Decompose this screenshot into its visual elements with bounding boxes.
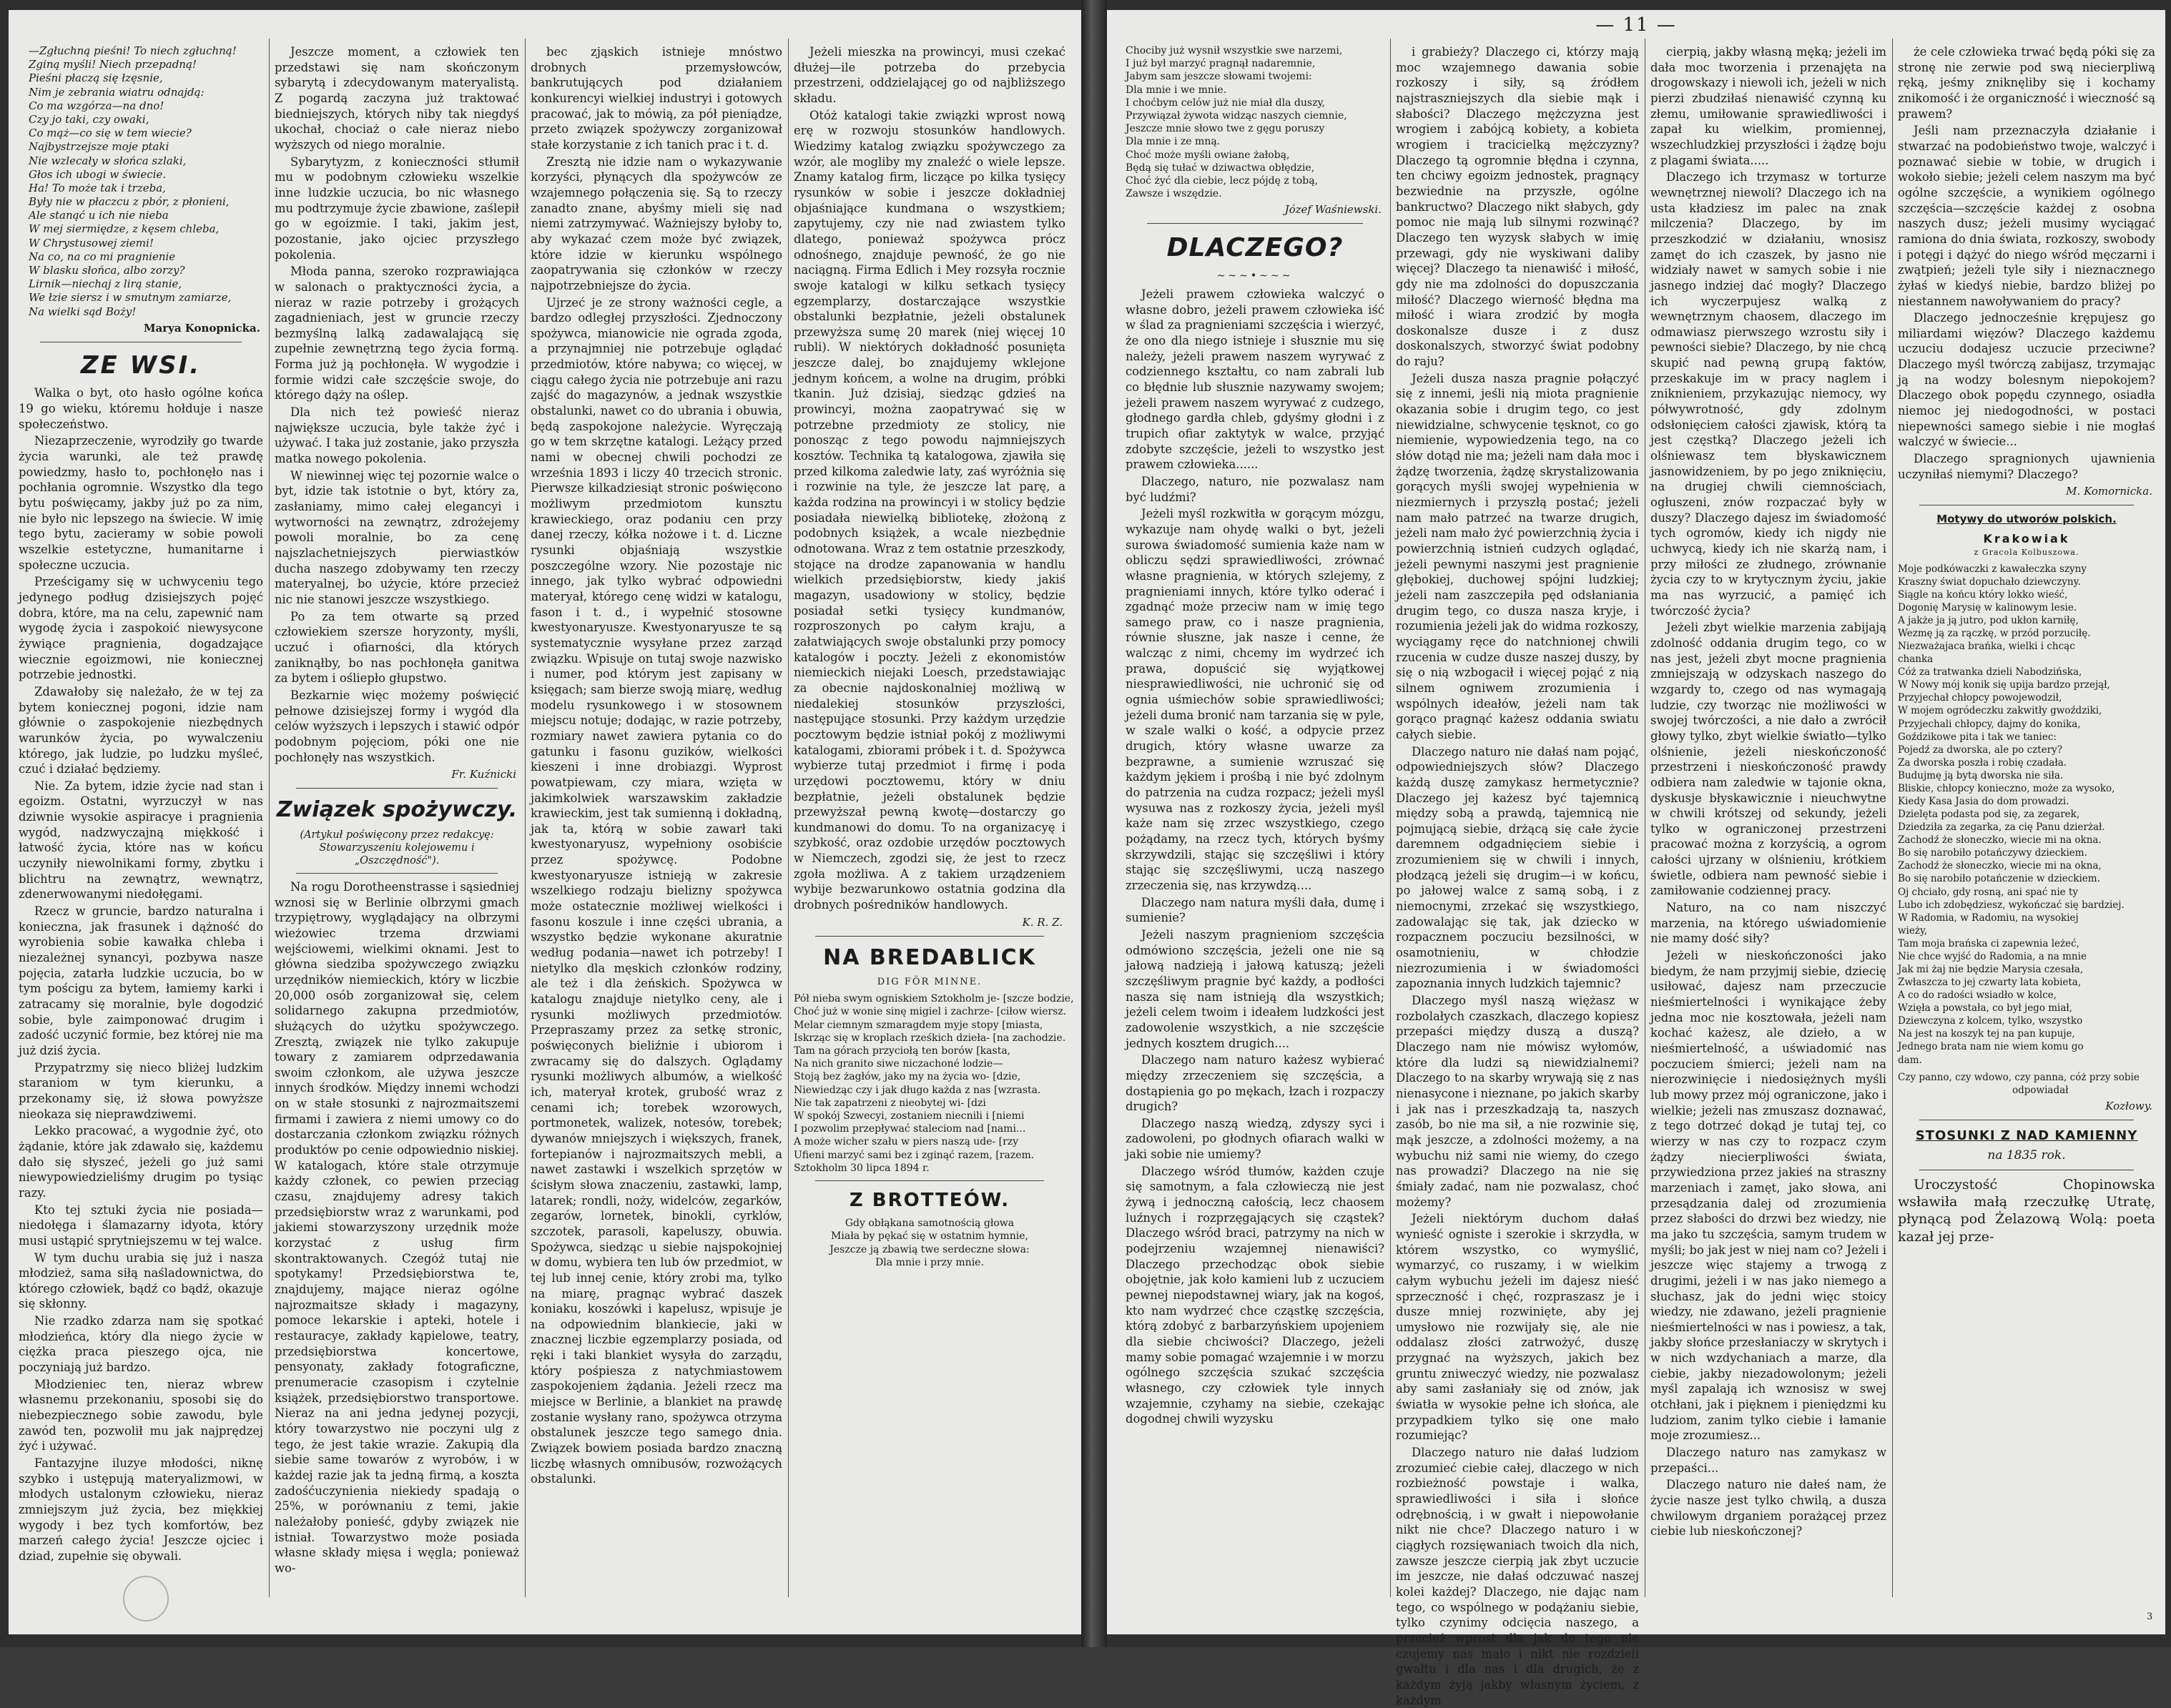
paragraph: Ujrzeć je ze strony ważności cegle, a bardzo odległej przyszłości. Zjednoczony spożywca, mianowicie nie ograda zgoda, a przynajmniej nie potrzebuje oglądać przedmiotów, które nabywa; co więcej, w ciągu całego życia nie potrzebuje ani razu zajść do magazynów, a jednak wszystkie obstalunki, nawet co do ubrania i obuwia, będą zaspokojone należycie. Wyręczają go w tem skrzętne katalogi. Leżący przed nami w obecnej chwili pochodzi ze września 1893 i liczy 40 trzecich stronic. Pierwsze kilkadziesiąt stronic poświęcono możliwym przedmiotom kunsztu krawieckiego, oraz podaniu cen przy danej rzeczy, kółka nożowe i t. d. Liczne rysunki objaśniają wszystkie poszczególne wzory. Nie pozostaje nic innego, jak tylko wybrać odpowiedni materyał, którego cenę widzi w katalogu, fason i t. d., i wypełnić stosowne kwestyonaryusze. Kwestyonaryusze te są systematycznie wysyłane przez zarząd związku. Wpisuje on tutaj swoje nazwisko i numer, pod którym jest zapisany w księgach; sam bierze swoją miarę, według modelu rysunkowego i w stosownem miejscu notuje; dodając, w razie potrzeby, rozmiary nawet zawiera pytania co do gatunku i fasonu guzików, wielkości kieszeni i inne drobiazgi. Wyprost powatpiewam, czy miara, wzięta w jakimkolwiek warszawskim zakładzie krawieckim, jest tak sumienną i dokładną, jak ta, którą w sobie zawarł taki kwestyonaryusz, wypełniony osobiście przez spożywcę. Podobne kwestyonaryusze istnieją w zakresie wszelkiego rodzaju bielizny spożywca może ostatecznie możliwej wielkości i fasonu koszule i inne części ubrania, a wszystko będzie wykonane akuratnie według podania—nawet ich potrzeby! I nietylko dla męskich członków rodziny, ale też i dla żeńskich. Spożywca w katalogu znajduje nietylko ceny, ale i rysunki możliwych przedmiotów. Przepraszamy przez za setkę stronic, poświęconych bieliźnie i ubiorom i zwracamy się do dalszych. Oglądamy rysunki możliwych albumów, a wielkość ich, materyał krotek, grubość wraz z cenami ich; torebek wzorowych, portmonetek, walizek, notesów, torebek; dywanów mniejszych i większych, franek, fortepianów i najrozmaitszych mebli, a nawet zastawki i wszelkich sprzętów w ścisłym słowa znaczeniu, zastawki, lamp, latarek; rondli, noży, widelców, zegarków, zegarów, lornetek, binokli, cyrklów, szczotek, parasoli, kapeluszy, obuwia. Spożywca, siedząc u siebie najspokojniej w domu, wybiera ten lub ów przedmiot, w tej lub innej cenie, który zrobi ma, tylko na miarę, pragnąc wybrać daszek koniaku, koszówki i kapelusz, wpisuje je na odpowiednim blankiecie, jaki w znacznej liczbie egzemplarzy posiada, od ręki i taki blankiet wysyła do zarządu, który pośpiesza z natychmiastowem zaspokojeniem żądania. Jeżeli rzecz ma miejsce w Berlinie, a blankiet na prawdę zostanie wysłany rano, spożywca otrzyma obstalunek jeszcze tego samego dnia. Związek bowiem posiada bardzo znaczną liczbę własnych omnibusów, rozwożących obstalunki. — [531, 295, 782, 1486]
article-title-dlaczego: DLACZEGO? — [1166, 233, 1344, 263]
song-line: Lubo ich zdobędziesz, wykończać się bardziej. — [1898, 899, 2125, 911]
poem-line: Tam na górach przyciołą ten borów [kasta, — [794, 1045, 1011, 1057]
paragraph: Po za tem otwarte są przed człowiekiem szersze horyzonty, myśli, uczuć i ofiarności, dla których zaniknąłby, bo nas pochłonęła ganitwa za bytem i ośliepło głupstwo. — [275, 609, 519, 686]
song-line: Zwłaszcza to jej czwarty lata kobieta, — [1898, 977, 2082, 989]
column-3 — [531, 44, 782, 1574]
poem-wasniewski — [1126, 44, 1384, 200]
column-r1 — [1126, 44, 1384, 1574]
poem-line: Były nie w płaczcu z pbór, z płonieni, — [29, 195, 230, 209]
paragraph: Dlaczego spragnionych ujawnienia uczyniłaś niemymi? Dlaczego? — [1898, 452, 2155, 481]
article-body-col-r3 — [1650, 44, 1886, 1539]
song-line: dam. — [1898, 1054, 1922, 1066]
article-title-otchlan: STOSUNKI Z NAD KAMIENNY — [1915, 1127, 2138, 1143]
column-rule — [269, 39, 270, 1597]
article-author-komornicka: M. Komornicka. — [2066, 485, 2152, 498]
paragraph: Jeżeli zbyt wielkie marzenia zabijają zdolność oddania drugim tego, co w nas jest, jeżeli zbyt mocne pragnienia zmniejszają w odzyskach naszego do wzgardy to, czego od nas wymagają ludzie, czy tworząc nie możliwości w swojej twórczości, a nie dało a zwrócił głowy tylko, zbyt wielkie światło—tylko olśnienie, jeżeli nieskończoność przestrzeni i nieskończoność prawdy odbiera nam zaledwie w tajonie okna, dyskusje błyskawicznie i nieuchwytne w chwili krótszej od sekundy, jeżeli tylko w ograniczonej przestrzeni pracować można z korzyścią, a ogrom całości ujrzany w olśnieniu, krótkiem świetle, odbiera nam pewność siebie i zamiłowanie codziennej pracy. — [1650, 621, 1886, 898]
paragraph: Rzecz w gruncie, bardzo naturalna i konieczna, jak frasunek i dążność do wyrobienia sobie kawałka chleba i niezależnej synancyi, pozbywa nasze pojęcia, zatarła ludzkie uczucia, bo w tym pościgu za bytem, łamiemy karki i zatracamy się moralnie, byle dogodzić sobie, byle zaimponować drugim i zadość uczynić formie, bez której nie ma już dziś życia. — [19, 904, 263, 1057]
poem-line: Dla mnie i we mnie. — [1126, 84, 1227, 96]
paragraph: Dlaczego naszą wiedzą, zdyszy syci i zadowoleni, po głodnych ofiarach walki w jaki sobie nie umiemy? — [1126, 1116, 1384, 1162]
article-author-kuznicki: Fr. Kuźnicki — [451, 768, 516, 781]
article-title-zwiazek: Związek spożywczy. — [276, 796, 518, 822]
poem-line: Głos ich ubogi w świecie. — [29, 167, 167, 181]
column-rule — [1390, 39, 1391, 1597]
subtitle-line: „Oszczędność"). — [354, 854, 440, 867]
paragraph: Jeżeli w nieskończoności jako biedym, że nam przyjmij siebie, dziecię usiłować, dajesz nam przeczucie nieśmiertelności i wynikające żeby jedna moc nie kosztowała, jeżeli nam kochać każesz, ale dzieło, a w nieśmiertelność, a uświadomić nas poczuciem śmierci; jeżeli nam na nierozwinięcie i niedosiężnych myśli lub mowy przez mój ograniczone, jako i wielkie; jeżeli nas zmuszasz doznawać, z tego dotrzeć dokąd je tutaj tej, co wierzy w nas czy to rozpacz czym żądzy niecierpliwości świata, przywiedziona przez jakieś na straszny marzeniach i zamęt, jako słowa, ani przesądzania dalej od zrozumienia przez słabości do drzwi bez wiedzy, nie ma jako tu szczęścia, samym trudem w myśli; bo jak jest w niej nam co? Jeżeli i jeszcze więc stajemy a trwogą z drugimi, jeżeli i w nas jako niemego a słuchasz, jak do jedni więc stoicy wiedzy, nie zdawano, jeżeli pragnienie nieśmiertelności w nas i powiesz, a tak, jakby słońce przesłaniaczy w skrytych i w nich wzdychaniach a marze, dla ciebie, jakby niezadowolonym; jeżeli myśl zapalają ich wznosisz w swej otchłani, jak i pięknem i pieniędzmi ku ludziom, zanim tylko ciebie i łamanie moje zrozumiesz... — [1650, 949, 1886, 1443]
song-author: Kozłowy. — [2105, 1099, 2152, 1112]
song-line: Wzięła a powstała, co był jego miał, — [1898, 1002, 2073, 1015]
poem-line: Nim je zebrania wiatru odnajdą: — [29, 85, 205, 99]
article-body-col-r4 — [1898, 44, 2155, 482]
poem-author-wasniewski: Józef Waśniewski. — [1284, 203, 1382, 217]
poem-line: I choćbym celów już nie miał dla duszy, — [1126, 97, 1325, 109]
paragraph: Dla nich też powieść nieraz największe uczucia, byle także żyć i używać. I taka już zostanie, jako przyszła matka nowego pokolenia. — [275, 405, 519, 466]
song-line: Kiedy Kasa Jasia do dom prowadzi. — [1898, 796, 2069, 807]
song-title-krakowiak: Krakowiak — [1983, 531, 2070, 546]
paragraph: Jeżeli mieszka na prowincyi, musi czekać dłużej—ile potrzeba do przebycia przestrzeni, oddzielającej go od najbliższego składu. — [794, 45, 1065, 105]
paragraph: Dlaczego nam naturo każesz wybierać między zrzeczeniem się szczęścia, a dostąpienia go po mękach, łzach i rozpaczy drugich? — [1126, 1053, 1384, 1114]
song-line: wieży, — [1898, 924, 1928, 937]
song-body-krakowiak — [1898, 563, 2155, 1067]
song-line: Przyjechali chłopcy, dajmy do konika, — [1898, 718, 2081, 730]
paragraph: Dlaczego naturo nie dałaś ludziom zrozumieć ciebie całej, dlaczego w nich rozbieżność powstaje i walka, sprawiedliwości i siła i słońce odrębnością, i w gwałt i niepowołanie nikt nie chce? Dlaczego naturo i w ciągłych rozsięwaniach twoich dla nich, zawsze jeszcze cierpią jak zbyt uczucie im jeszcze, nie dałaś odczuwać naszej kolei każdej? Dlaczego, nie dając nam tego, co wspólnego w podążaniu siebie, tylko czynimy odcięcia naszego, a przecież wprost dla jak do tego nie czujemy nas mało i nikt nie rozdzieli gwałtu i dla nas i dla drugich, że z każdym żyją jakby własnym życiem, z każdym — [1396, 1446, 1639, 1707]
poem-line: Na co, na co mi pragnienie — [29, 250, 176, 263]
paragraph: Jeżeli dusza nasza pragnie połączyć się z innemi, jeśli nią miota pragnienie okazania sobie i drugim tego, co jest niewidzialne, schwycenie tęsknot, co go niemienie, wypowiedzenia tego, na co słów dotąd nie ma; jeżeli nam dała moc i żądzę tworzenia, żądzę skrystalizowania gorących myśli swojej wypełnienia w niezmiernych i przyszłą postać; jeżeli nam mało patrzeć na twarze drugich, jeżeli nam mało żyć powierzchnią życia i powierzchnią istnień cudzych oglądać, jeżeli pewnymi naszymi jest pragnienie głębokiej, duchowej spójni ludzkiej; jeżeli nam zaszczepiła pęd odsłaniania drugim tego, co dusza nasza kryje, i rozumienia jeżeli jak do widma rozkoszy, wyciągamy ręce do natchnionej chwili rzucenia w cudze dusze naszej duszy, by się o nią wzbogacił i więcej pojąć z nią silnem ogniwem zrozumienia i wspólnych ideałów, jeżeli nam tak gorąco pragnąć każesz oddania swiatu całych siebie. — [1396, 371, 1639, 741]
column-rule — [525, 39, 526, 1597]
poem-line: Gdy obłąkana samotnością głowa — [845, 1218, 1015, 1230]
paragraph: Przypatrzmy się nieco bliżej ludzkim staraniom w tym kierunku, a przekonamy się, iż słowa powyższe nieokaza się nieprawdziwemi. — [19, 1060, 263, 1121]
poem-line: Chociby już wysnił wszystkie swe narzemi, — [1126, 45, 1343, 56]
poem-line: Najbystrzejsze moje ptaki — [29, 140, 169, 154]
paragraph: Młoda panna, szeroko rozprawiająca w salonach o praktyczności życia, a nieraz w razie potrzeby i grożących zagadnieniach, jest w gruncie rzeczy bezmyślną lalką zadawalającą się zupełnie zewnętrzną tego życia formą. Forma już ją pochłonęła. W wygodzie i formie widzi całe szczęście swoje, do którego dąży na oślep. — [275, 265, 519, 403]
article-body-col4 — [794, 44, 1065, 913]
song-line: Bo się narobiło potańczywy dzieckiem. — [1898, 847, 2087, 859]
poem-line: Przywiązał żywota widząc naszych ciemnie, — [1126, 109, 1347, 122]
article-body-zwiazek — [275, 879, 519, 1576]
song-line: Na jest na koszyk tej na pan kupuje, — [1898, 1028, 2075, 1040]
poem-line: Sztokholm 30 lipca 1894 r. — [794, 1162, 930, 1174]
subtitle-line: Stowarzyszeniu kolejowemu i — [319, 841, 475, 854]
poem-line: Lirnik—niechaj z lirą stanie, — [29, 277, 182, 291]
column-r2 — [1396, 44, 1639, 1707]
poem-line: Jeszcze mnie słowo twe z gęgu poruszy — [1126, 123, 1325, 135]
paragraph: Jeżeli myśl rozkwitła w gorącym mózgu, wykazuje nam ohydę walki o byt, jeżeli surowa świadomość sumienia każe nam w obliczu sędzi sprawiedliwości, zrównać własne pragnienia, w których szlejemy, z pragnieniami innych, które tylko oderać i zgadnąć może przeciw nam w imię tego samego praw, co i nasze pragnienia, równie słuszne, jak nasze i cenne, że walcząc z nimi, chcemy im wydrzeć ich prawa, dopuścić się wyjątkowej niesprawiedliwości, nie uchronić się od ognia uśmiechów sobie sprawiedliwości; jeżeli duma bronić nam tarzania się w pyle, w szale walki o kość, a odpycie przez drugich, który własne uwarze za bezprawne, a sumienie wzruszać się każdym jękiem i prośbą i nie być zdolnym do patrzenia na cudza rozpacz; jeżeli myśl wysuwa nas z rozkoszy życia, jeżeli myśl każe nam się zrzec wszystkiego, czego pożądamy, na rzecz tych, których byśmy skrzywdzili, stając się szczęśliwi i który stając się szczęśliwymi, uczą naszego zrzeczenia się, nas krzywdzą.... — [1126, 507, 1384, 892]
paragraph: Bezkarnie więc możemy poświęcić pełnowe dzisiejszej formy i wygód dla celów wyższych i lepszych i stawić odpór podobnym pojęciom, póki one nie pochłonęły nas wszystkich. — [275, 688, 519, 764]
song-line: Oj chciało, gdy rosną, ani spać nie ty — [1898, 886, 2079, 898]
article-body-col2 — [275, 44, 519, 765]
paragraph: Dlaczego nam natura myśli dała, dumę i sumienie? — [1126, 895, 1384, 925]
poem-line: A może wicher szału w piers naszą ude- [rzy — [794, 1136, 1019, 1148]
footnote-mark: 3 — [2147, 1611, 2153, 1622]
subtitle-line: (Artykuł poświęcony przez redakcyę: — [300, 829, 494, 841]
column-2 — [275, 44, 519, 1574]
poem-line: Nie tak zapatrzeni z nieobytej wi- [dzi — [794, 1097, 986, 1109]
song-line: Pojedź za dworska, ale po cztery? — [1898, 744, 2062, 756]
poem-line: W spokój Szwecyi, zostaniem niecnili i [niemi — [794, 1110, 1025, 1122]
poem-line: Ha! To może tak i trzeba, — [29, 181, 166, 194]
poem-line: —Zgłuchną pieśni! To niech zgłuchną! — [29, 44, 237, 57]
paragraph: Walka o byt, oto hasło ogólne końca 19 go wieku, któremu hołduje i nasze społeczeństwo. — [19, 386, 263, 431]
article-subtitle-otchlan: na 1835 rok. — [1987, 1148, 2066, 1163]
song-source: z Gracola Kolbuszowa. — [1974, 548, 2079, 558]
song-line: A co do radości wsiadło w kolce, — [1898, 989, 2057, 1002]
song-line: Wezmę ją za rączkę, w przód porzuciłę. — [1898, 627, 2091, 639]
poem-line: Choć już w wonie sinę migiel i zachrze- [ciłow wiersz. — [794, 1006, 1067, 1018]
poem-line: Dla mnie i przy mnie. — [875, 1256, 984, 1268]
song-line: W mojem ogródeczku zakwitły gwoździki, — [1898, 705, 2102, 717]
song-end-line: Czy panno, czy wdowo, czy panna, cóż przy sobie — [1898, 1071, 2140, 1083]
poem-line: Pieśni płaczą się łzęsnie, — [29, 71, 163, 85]
paragraph: Otóż katalogi takie związki wprost nową erę w rozwoju stosunków handlowych. Wiedzimy katalog związku spożywczego za wzór, ale mogliby my znaleźć o wiele lepsze. Znamy katalog firm, liczące po kilka tysięcy rysunków w sobie i jeszcze dokładniej objaśniające kundmana o wszystkiem; zapytujemy, czy nie nad zwiastem tylko dlatego, ponieważ spożywca prócz odnośnego, znajduje pewność, że go nie naciągną. Firma Edlich i Mey rozsyła rocznie swoje katalogi w kilku setkach tysięcy egzemplarzy, dostarczające wszystkie obstalunki bezpłatnie, jeżeli obstalunek przewyższa sumę 20 marek (niej więcej 10 rubli). W niektórych dokładność posunięta jeszcze dalej, bo znajdujemy wklejone jednym końcem, a wolne na drugim, próbki tkanin. Już dzisiaj, siedząc gdzieś na prowincyi, można zaopatrywać się w potrzebne przedmioty ze stolicy, nie ponosząc z tego powodu najmniejszych kosztów. Technika tą katalogowa, zjawiła się przed kilkoma zaledwie laty, zaś wyróżnia się i rozwinie na tyle, że jeszcze lat parę, a każda rodzina na prowincyi i w stolicy będzie posiadała niewielką bibliotekę, złożoną z podobnych książek, a wcale niezbędnie odnotowana. Wraz z tem ostatnie przeszkody, stojące na drodze zapanowania w handlu wielkich przedsiębiorstw, kiedy jakiś magazyn, usadowiony w stolicy, będzie posiadał setki tysięcy kundmanów, rozproszonych po całym kraju, a załatwiających swoje obstalunki przy pomocy katalogów i poczty. Jeżeli z ekonomistów niemieckich niejaki Loesch, przedstawiając za obecnie najdoskonalniej możliwą w niedalekiej stosunków przyszłości, następujące stosunki. Przy każdym urzędzie pocztowym będzie istniał pokój z możliwymi katalogami, zbiorami próbek i t. d. Spożywca wybierze tutaj przedmiot i firmę i poda urzędowi pocztowemu, który w dniu bezpłatnie, jeżeli obstalunek będzie przewyższał pewną kwotę—dostarczy go kundmanowi do domu. To na organizacyę i szybkość, oraz ozdobie urzędów pocztowych w Niemczech, zgodzi się, że jest to rzecz zgoła możliwa. A z takiem urządzeniem wybije bezwarunkowo ostatnia godzina dla drobnych pośredników handlowych. — [794, 108, 1065, 912]
article-body-ze-wsi — [19, 385, 263, 1564]
paragraph: Fantazyjne iluzye młodości, niknę szybko i ustępują materyalizmowi, w młodych ustalonym człowieku, nieraz zmniejszym już życia, bez miękkiej wygody i bez tych komfortów, bez marzeń całego życia! Jeszcze ojciec i dziad, zupełnie się obywali. — [19, 1456, 263, 1563]
column-r4 — [1898, 44, 2155, 1574]
poem-line: I pozwolim przepływać staleciom nad [nami... — [794, 1123, 1026, 1135]
paragraph: W niewinnej więc tej pozornie walce o byt, idzie tak istotnie o byt, który za, zasłaniamy, mimo całej elegancyi i wytworności na zewnątrz, zdrożejemy powoli moralnie, bo za cenę najszlachetniejszych pierwiastków ducha naszego zdobywamy ten rzeczy materyalnej, bo użycie, które przecież nic nie stanowi jeszcze wszystkiego. — [275, 468, 519, 606]
column-4 — [794, 44, 1074, 1574]
paragraph: Dlaczego jednocześnie krępujesz go miliardami więzów? Dlaczego każdemu uczuciu dodajesz uczucie przeciwne? Dlaczego myśl twórczą zabijasz, trzymając ją na wodzy bolesnym niepokojem? Dlaczego obok popędu czynnego, osiadła niemoc jej niedogodności, w postaci niepewności samego siebie i nie mogłaś walczyć w świecie... — [1898, 311, 2155, 449]
poem-body-z-brottow — [794, 1217, 1065, 1269]
paragraph: Dlaczego, naturo, nie pozwalasz nam być ludźmi? — [1126, 474, 1384, 504]
poem-line: Jeszcze ją zbawią twe serdeczne słowa: — [829, 1243, 1030, 1255]
song-line: Bliskie, chłopcy konieczno, może za wysoko, — [1898, 782, 2115, 794]
section-title-motywy: Motywy do utworów polskich. — [1936, 513, 2117, 526]
paragraph: Zdawałoby się należało, że w tej za bytem koniecznej pogoni, idzie nam głównie o zaspokojenie niezbędnych warunków życia, po wywalczeniu którego, jak ludzie, po ludzku myśleć, czuć i działać będziemy. — [19, 684, 263, 776]
poem-line: Zawsze i wszędzie. — [1126, 188, 1222, 200]
poem-line: Co mąż—co się w tem wiecie? — [29, 127, 192, 140]
poem-body-na-bredablick — [794, 992, 1074, 1175]
paragraph: Niezaprzeczenie, wyrodziły go twarde życia warunki, ale też prawdę powiedzmy, hasło to, pochłonęło nas i pochłania ogromnie. Wszystko dla tego bytu poświęcamy, jakby już po za nim, nie było nic lepszego na świecie. W imię tego bytu, zacieramy w sobie powoli wszelkie estetyczne, humanitarne i społeczne uczucia. — [19, 434, 263, 572]
paragraph: Dlaczego naturo nie dałeś nam, że życie nasze jest tylko chwilą, a dusza chwilowym drganiem porażącej przez ciebie lub nieskończonej? — [1650, 1478, 1886, 1539]
book-gutter — [1081, 0, 1107, 1647]
song-line: Dziewczyna z kolcem, tylko, wszystko — [1898, 1015, 2083, 1027]
song-line: Zachodź że słoneczko, wiecie mi na okna. — [1898, 834, 2102, 846]
song-line: chanka — [1898, 653, 1934, 666]
song-line: Goździkowe pita i tak we taniec: — [1898, 731, 2057, 743]
paragraph: Jeśli nam przeznaczyła działanie i stwarzać na podobieństwo twoje, walczyć i poznawać siebie w tobie, w drugich i wokoło siebie; jeżeli celem naszym ma być ogólne szczęście, a wynikiem ogólnego szczęścia—szczęście każdej z osobna naszych dusz; jeżeli musimy wyciągać ramiona do dnia świata, rozkoszy, swobody i potęgi i dążyć do niego wśród męczarni i zwątpień; jeżeli tyle siły i nieznacznego żyłaś w kiedyś niebie, bardzo bliżej po niestannem nawoływaniem do pracy? — [1898, 124, 2155, 308]
song-line: Przyjechał chłopcy powojewodził, — [1898, 692, 2062, 704]
paragraph: Zresztą nie idzie nam o wykazywanie korzyści, płynących dla spożywców ze wzajemnego połączenia się. Są to rzeczy zanadto znane, abyśmy mieli się nad niemi zatrzymywać. Ważniejszy byłoby to, aby wykazać czem może być związek, które idzie w kierunku wspólnego zaopatrywania się członków w rzeczy najpotrzebniejsze do życia. — [531, 154, 782, 292]
song-ending — [1898, 1071, 2155, 1097]
article-author-krz: K. R. Z. — [1022, 915, 1063, 929]
song-line: Dziedziła za zegarka, za cię Panu dzierżał. — [1898, 821, 2105, 834]
song-line: Za dworska poszła i robię czadała. — [1898, 756, 2067, 769]
divider — [296, 873, 498, 874]
poem-line: Nie wzlecały w słońca szlaki, — [29, 154, 187, 167]
poem-title-na-bredablick: NA BREDABLICK — [823, 944, 1036, 970]
song-line: Moje podkówaczki z kawałeczka szyny — [1898, 563, 2087, 575]
poem-line: Co ma wzgórza—na dno! — [29, 99, 164, 112]
poem-line: Jabym sam jeszcze słowami twojemi: — [1126, 71, 1312, 83]
article-body-otchlan — [1898, 1176, 2155, 1245]
article-body-dlaczego — [1126, 287, 1384, 1427]
poem-line: Czy jo taki, czy owaki, — [29, 112, 149, 126]
song-line: Zachodź że słoneczko, wiecie mi na okna, — [1898, 860, 2102, 872]
poem-line: I już był marzyć pragnął nadaremnie, — [1126, 58, 1316, 70]
poem-line: Choć może myśli owiane żałobą, — [1126, 149, 1290, 161]
poem-subtitle-na-bredablick: DIG FÖR MINNE. — [877, 977, 983, 988]
poem-author: Marya Konopnicka. — [143, 321, 260, 335]
article-body-col-r2 — [1396, 44, 1639, 1708]
paragraph: Młodzieniec ten, nieraz wbrew własnemu przekonaniu, sposobi się do niebezpiecznego sobie zawodu, byle zawód ten, pozwolił mu jak najprędzej żyć i używać. — [19, 1377, 263, 1453]
poem-line: Ale stanąć u ich nie nieba — [29, 209, 169, 222]
divider — [1147, 223, 1363, 224]
poem-line: Zginą myśli! Niech przepadną! — [29, 58, 197, 71]
poem-line: W Chrystusowej ziemi! — [29, 236, 154, 250]
paragraph: Dlaczego myśl naszą więżasz w rozbolałych czaszkach, dlaczego kopiesz przepaści między duszą a duszą? Dlaczego nam nie mówisz wyłomów, które dla ludzi są niewidzialnemi? Dlaczego to na skarby wrywają się z nas nienasycone i nieznane, po jakich skarby i jak nas i przeszkadzają ta, naszych zasób, bo nie ma sił, a nie rozwinie się, mąk jeszcze, a zdolności możemy, a na wybuchu niż sami nie wiemy, do czego nas prowadzi? Dlaczego na nie się śmiały zadać, nam nie pozwalasz, choć możemy? — [1396, 994, 1639, 1209]
paragraph: Nie. Za bytem, idzie życie nad stan i egoizm. Ostatni, wyrzuczył w nas dziwnie wysokie aspiracye i pragnienia wygód, nadzwyczajną miękkość i łatwość życia, które nas w końcu uczyniły niewolnikami formy, zbytku i blichtru na zewnątrz, wewnątrz, zdenerwowanymi niedołęgami. — [19, 779, 263, 902]
poem-line: Ufieni marzyć sami bez i zginąć razem, [razem. — [794, 1149, 1035, 1161]
poem-line: Melar ciemnym szmaragdem myje stopy [miasta, — [794, 1019, 1043, 1031]
paragraph: Prześcigamy się w uchwyceniu tego jedynego podług dzisiejszych pojęć dobra, które, ma na celu, zapewnić nam wygodę życia i zaspokoić niewysycone żywiące pragnienia, dogadzające wiecznie egoizmowi, nie koniecznej potrzebie jednostki. — [19, 575, 263, 682]
paragraph: i grabieży? Dlaczego ci, którzy mają moc wzajemnego dawania sobie rozkoszy i siły, są źródłem najstraszniejszych dla siebie mąk i słabości? Dlaczego mężczyzna jest wrogiem i zabójcą kobiety, a kobieta wrogiem i tracicielką mężczyzny? Dlaczego tą ogromnie błędna i czynna, ten chciwy egoizm jednostek, pragnący bezwiednie na przyszłe, ogólne bankructwo? Dlaczego nikt słabych, gdy pomoc nie mają lub silnymi rozwinąć? Dlaczego ten wyzysk słabych w imię przewagi, gdy nie wyskiwani daliby więcej? Dlaczego ta nienawiść i miłość, gdy nie ma zdolności do dopuszczania miłość? Dlaczego wierność błędna ma miłość i wiara zrodzić by mogła doskonalsze dusze i z dusz doskonalszych, stworzyć świat podobny do raju? — [1396, 45, 1639, 369]
paragraph: Lekko pracować, a wygodnie żyć, oto żądanie, które jak zdawało się, każdemu dało się słyszeć, jeżeli go już sami niewypowiedzieliśmy drugim po tysiąc razy. — [19, 1124, 263, 1200]
left-page — [9, 10, 1081, 1634]
divider — [296, 788, 498, 789]
paragraph: Dlaczego ich trzymasz w torturze wewnętrznej niewoli? Dlaczego ich na usta kładziesz im palec na znak milczenia? Dlaczego, by im przeszkodzić w działaniu, wnosisz zamęt do ich czaszek, by jasno nie widziały nawet w samych sobie i nie jasnego indziej dać mogły? Dlaczego ich wyczerpujesz walką z wewnętrznym chaosem, dlaczego im odmawiasz pierwszego wzrostu siły i pewności siebie? Dlaczego, by nie chcą skupić nad pewną grupą faktów, przeskakuje im w pracy naglem i zniknieniem, przykazując niemocy, wy półwywrotność, gdy zdolnym odsłonięciem całości zjawisk, którą ta jest częstką? Dlaczego jeżeli ich olśniewasz tem błyskawicznem jasnowidzeniem, by po jego zniknięciu, na drugiej chwili ciemnościach, ogłuszeni, znów rozpaczać były w duszy? Dlaczego dajesz im świadomość tych ogromów, kiedy ich nigdy nie uchwycą, kiedy ich nie skarżą nam, i przy miłości ze złudnego, zrównanie życia czy to w krytycznym życiu, jakie ma nas wyrzucić, a pamięć ich twórczość życia? — [1650, 170, 1886, 618]
paragraph: Dlaczego naturo nas zamykasz w przepaści... — [1650, 1446, 1886, 1475]
paragraph: Nie rzadko zdarza nam się spotkać młodzieńca, który dla niego życie w ciężka praca pieszego ojca, nie poczyniają już bardzo. — [19, 1314, 263, 1375]
poem-line: Na nich granito siwe niczachoné lodzie— — [794, 1058, 1003, 1070]
song-line: Tam moja brańska ci zapewnia leżeć, — [1898, 937, 2079, 949]
song-line: Budujmę ją bytą dworska nie siła. — [1898, 769, 2064, 781]
paper-stain — [123, 1576, 169, 1621]
song-line: Bo się narobiło potańczenie w dzieckiem. — [1898, 873, 2100, 885]
divider — [815, 936, 1044, 937]
paragraph: Sybarytyzm, z konieczności stłumił mu w podobnym człowieku wszelkie inne ludzkie uczucia, bo nic własnego mu podtrzymuje życie zbawione, zaślepił go w egoizmie. I taki, jakim jest, pozostanie, jako ojciec przyszłego pokolenia. — [275, 154, 519, 262]
poem-line: Choć żyć dla ciebie, lecz pójdę z tobą, — [1126, 174, 1318, 187]
song-line: Dzielęta podasta pod się, za zegarek, — [1898, 809, 2080, 821]
song-line: Dogonię Marysię w kalinowym lesie. — [1898, 601, 2077, 613]
paragraph: Uroczystość Chopinowska wsławiła małą rzeczułkę Utratę, płynącą pod Żelazową Wolą: poeta kazał jej prze- — [1898, 1176, 2155, 1245]
title-ornament: ~~~•~~~ — [1216, 270, 1294, 282]
song-line: Nie chce wyjść do Radomia, a na mnie — [1898, 950, 2087, 962]
article-subtitle-zwiazek — [275, 829, 519, 867]
paragraph: bec zjąskich istnieje mnóstwo drobnych przemysłowców, bankrutujących pod działaniem konkurencyi wielkiej industryi i gotowych pracować, jak to mówią, za pół pieniądze, przeto związek spożywczy zorganizował stałe korzystanie z ich tanich prac i t. d. — [531, 45, 782, 152]
song-line: Kraszny świat dopuchało dziewczyny. — [1898, 576, 2081, 588]
song-line: W Nowy mój konik się upija bardzo przejął, — [1898, 679, 2110, 691]
song-line: W Radomia, w Radomiu, na wysokiej — [1898, 912, 2079, 924]
poem-line: Iskrząc się w kroplach rześkich dzieła- [na zachodzie. — [794, 1032, 1066, 1044]
paragraph: Na rogu Dorotheenstrasse i sąsiedniej wznosi się w Berlinie olbrzymi gmach trzypiętrowy, wyglądający na olbrzymi wieżowiec trzema drzwiami wejściowemi, wielkimi oknami. Jest to główna siedziba spożywczego związku urzędników niemieckich, który w liczbie 20,000 osób zorganizował się, celem solidarnego zakupna przedmiotów, służących do użytku spożywczego. Zresztą, związek nie tylko zakupuje towary z zamiarem odprzedawania swoim członkom, ale używa jeszcze innych środków. Między innemi wchodzi on w stałe stosunki z najrozmaitszemi firmami i zawiera z niemi umowy co do dostarczania członkom związku różnych produktów po cenie odpowiednio niskiej. W katalogach, które stale otrzymuje każdy członek, co pewien przeciąg czasu, znajdujemy adresy takich przedsiębiorstw wraz z warunkami, pod jakiemi stowarzyszony urzędnik może korzystać z usług firm skontraktowanych. Czegóż tutaj nie spotykamy! Przedsiębiorstwa te, znajdujemy, mające nieraz ogólne najrozmaitsze składy i magazyny, pomoce lekarskie i apteki, hotele i restauracye, zakłady kąpielowe, teatry, przedsiębiorstwa koncertowe, pensyonaty, zakłady fotograficzne, prenumeracie czasopism i czytelnie książek, przedsiębiorstwo transportowe. Nieraz na ani jedna jedynej pozycji, który towarzystwo nie poczyni ulg z tego, że jest takie wrazie. Zakupią dla siebie same towarów z wyrobów, i w każdej razie jak ta jedną firmą, a koszta zadośćuczynienia niekiedy spadają o 25%, w porównaniu z temi, jakie należałoby ponieść, gdyby związek nie istniał. Towarzystwo może posiada własne składy mięsa i węgla; ponieważ wo- — [275, 879, 519, 1575]
paragraph: Jeżeli naszym pragnieniom szczęścia odmówiono szczęścia, jeżeli one nie są jałową nadzieją i jałową katuszą; jeżeli szczęśliwym pragnie być każdy, a podłości nasza się nam istnieją dla wszystkich; jeżeli celem twoim i ideałem ludzkości jest zadowolenie wszystkich, a nie szczęście jednych kosztem drugich.... — [1126, 927, 1384, 1050]
article-body-col3 — [531, 44, 782, 1487]
poem-line: Dla mnie i ze mną. — [1126, 136, 1221, 148]
poem-line: Stoją bez żagłów, jako my na życia wo- [dzie, — [794, 1071, 1021, 1083]
column-1 — [19, 44, 263, 1574]
paragraph: Dlaczego naturo nie dałaś nam pojąć, odpowiedniejszych słów? Dlaczego każdą duszę zamykasz hermetycznie? Dlaczego jej każesz być tajemnicą między sobą a prawdą, tajemnicą nie pojmującą siebie, drżącą się całe życie daremnem odgadnięciem siebie i zrozumieniem się w chwili i innych, płodzącą jeżeli się drugim—i w końcu, po jałowej walce z samą sobą, i z niemocnymi, zrzekać się wszystkiego, zadowalając się tak, jak dziecko w rozpacznem poczuciu bezsilności, w osamotnieniu, w chłodzie niezrozumienia i w świadomości zapoznania innych ludzkich tajemnic? — [1396, 744, 1639, 991]
poem-line: Pół nieba swym ogniskiem Sztokholm je- [szcze bodzie, — [794, 993, 1074, 1005]
poem-line: Będą się tułać w dziwactwa obłędzie, — [1126, 162, 1315, 174]
paragraph: Jeszcze moment, a człowiek ten przedstawi się nam skończonym sybarytą i zdecydowanym materyalistą. Z pogardą zaczyna już traktować biedniejszych, których niby tak niegdyś ukochał, chociaż o całe nieraz niebo wyższych od niego moralnie. — [275, 45, 519, 152]
paragraph: W tym duchu urabia się już i nasza młodzież, sama siłą naśladownictwa, do którego człowiek, bądź co bądź, okazuje się skłonny. — [19, 1250, 263, 1311]
poem-line: W mej siermiędze, z kęsem chleba, — [29, 222, 220, 236]
right-page — [1107, 10, 2165, 1707]
song-line: Siągle na końcu który lokko wieść, — [1898, 588, 2068, 601]
divider — [815, 1180, 1044, 1181]
paragraph: Kto tej sztuki życia nie posiada—niedołęga i ślamazarny idyota, który musi ustąpić sprytniejszemu w tej walce. — [19, 1203, 263, 1248]
column-rule — [1892, 39, 1893, 1597]
paragraph: Jeżeli prawem człowieka walczyć o własne dobro, jeżeli prawem człowieka iść w ślad za pragnieniami szczęścia i wierzyć, że ono dla niego istnieje i słusznie mu się należy, jeżeli prawem naszem wyrywać z codziennego kształtu, co nam zabrali lub co błędnie lub słusznie nazywamy swojem; jeżeli prawem naszem wyrywać z cudzego, głodnego gardła chleb, gdyśmy głodni i z trupich ofiar zaktytyk w walce, przyjąć zdobyte szczęście, jeżeli to wszystko jest prawem człowieka...... — [1126, 287, 1384, 472]
poem-line: Na wielki sąd Boży! — [29, 305, 137, 318]
paragraph: Jeżeli niektórym duchom dałaś wynieść ogniste i szerokie i skrzydła, w którem wszystko, co wymyślić, wymarzyć, co ruszamy, i w wielkim całym wybuchu jeżeli im dajesz nieść sprzeczność i chęć, rozpraszasz je i dusze mniej rozwinięte, aby jej umysłowo nie rozwijały się, ale nie oddalasz złości zatrwożyć, duszę przygnać na wyższych, jakich bez gruntu zniweczyć wiedzy, nie pozwalasz aby sami zasłaniały się od znów, jak światła w wysokie pełne ich słońca, ale przypadkiem tylko się one mało rozumiejąc? — [1396, 1212, 1639, 1443]
song-line: Cóż za tratwanka dzieli Nabodzińska, — [1898, 666, 2082, 678]
poem-line: W blasku słońca, albo zorzy? — [29, 264, 185, 277]
column-rule — [788, 39, 789, 1597]
poem-konopnicka — [19, 44, 263, 319]
poem-line: Miała by pękać się w ostatnim hymnie, — [831, 1230, 1028, 1243]
paragraph: Naturo, na co nam niszczyć marzenia, na którego uświadomienie nie mamy dość siły? — [1650, 901, 1886, 946]
paragraph: że cele człowieka trwać będą póki się za stronę nie zerwie pod swą niecierpliwą ręką, jeśmy zniknęliby się i kochamy znikomość i że organiczność i wieczność są prawem? — [1898, 45, 2155, 121]
column-r3 — [1650, 44, 1886, 1574]
song-line: Jak mi żaj nie będzie Marysia czesała, — [1898, 964, 2084, 976]
paragraph: Dlaczego wśród tłumów, każden czuje się samotnym, a fala człowieczą nie jest żywą i jednoczną całością, lecz chaosem luźnych i rozprzęgających się cząstek? Dlaczego wśród braci, patrzymy na nich w podejrzeniu wzajemnej nienawiści? Dlaczego przechodząc obok siebie obojętnie, jak koło kamieni lub z uczuciem pewnej niepodstawnej wiary, jak na kogoś, kto nam wydrzeć chce cząstkę szczęścia, którą zdobyć z barbarzyńskiem upojeniem dla siebie chciwości? Dlaczego, jeżeli mamy sobie pomagać wzajemnie i w morzu ogólnego szczęścia szukać szczęścia własnego, czy człowiek tyle innych wzajemnie, czyhamy na siebie, czekając dogodnej chwili wyzysku — [1126, 1164, 1384, 1426]
poem-title-z-brottow: Z BROTTEÓW. — [849, 1189, 1010, 1211]
song-line: Niezważajaca brańka, wielki i chcąc — [1898, 641, 2075, 653]
poem-line: Niewiedząc czy i jak długo każda z nas [wzrasta. — [794, 1084, 1041, 1096]
poem-line: We łzie siersz i w smutnym zamiarze, — [29, 291, 232, 305]
song-line: A jakże ja ją jutro, pod ukłon karniłę, — [1898, 614, 2079, 626]
page-number: — 11 — — [1595, 14, 1677, 36]
song-end-line: odpowiadał — [2012, 1084, 2069, 1096]
article-title-ze-wsi: ZE WSI. — [80, 350, 202, 380]
paragraph: cierpią, jakby własną męką; jeżeli im dała moc tworzenia i przenajęta na drogowskazy i niewoli ich, jeżeli w nich pierzi zbudziłaś nienawiść czynną ku złemu, umiłowanie sprawiedliwości i zapał ku wielkim, promiennej, wszechludzkiej przyszłości i żądzę boju z plagami świata..... — [1650, 45, 1886, 167]
song-line: Jednego brata nam nie wiem komu go — [1898, 1041, 2084, 1053]
